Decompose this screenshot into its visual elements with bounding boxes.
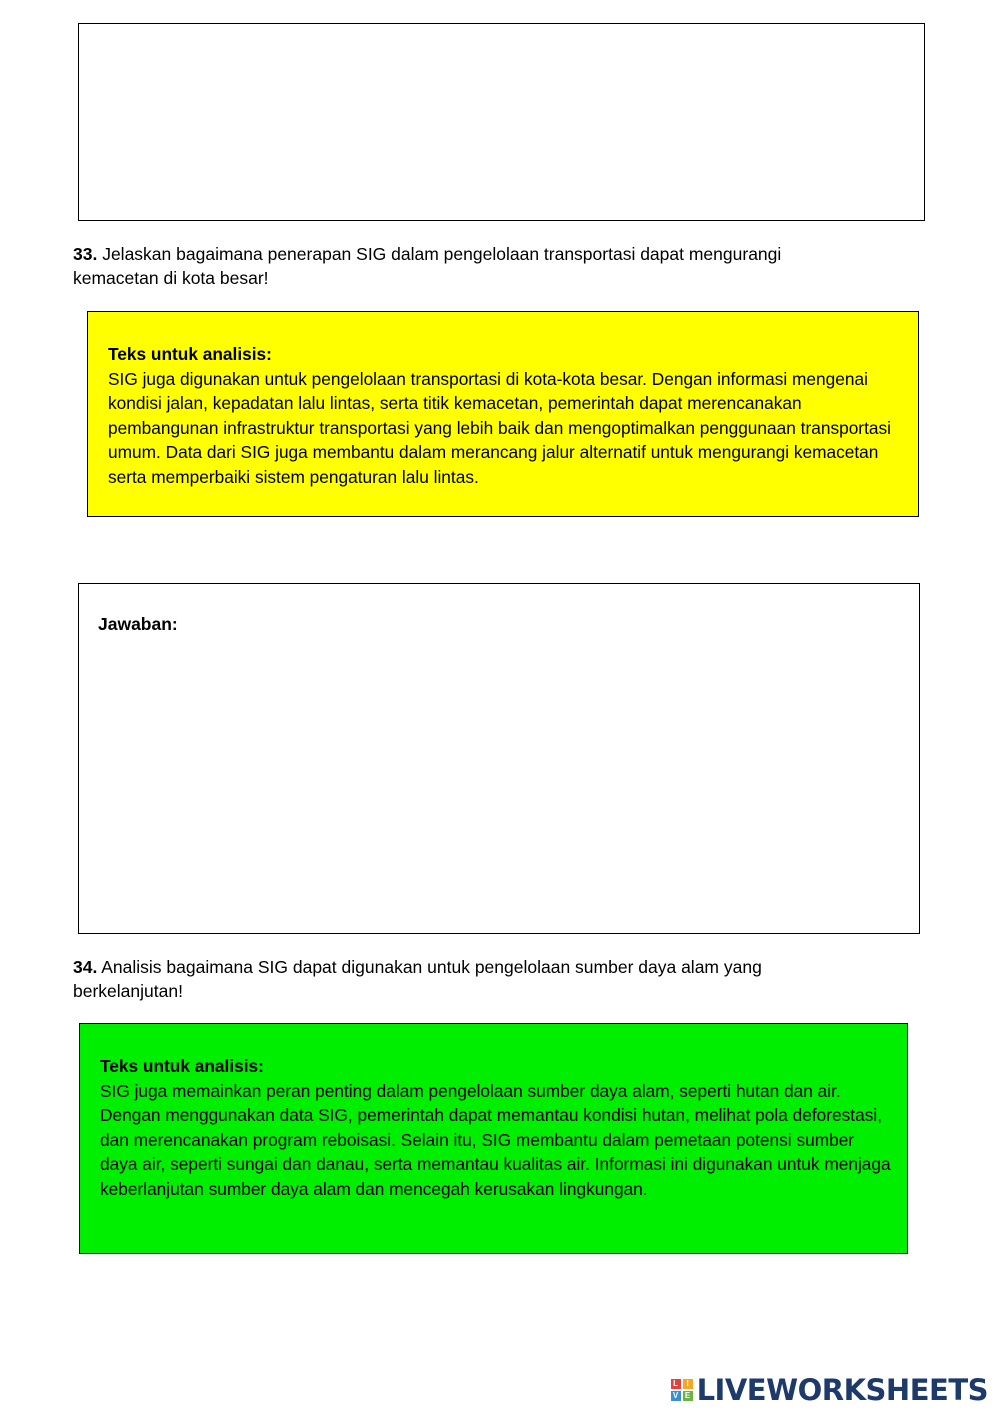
question-33-number: 33. <box>73 244 98 264</box>
logo-mark-e: E <box>683 1391 693 1401</box>
analysis-heading-34: Teks untuk analisis: <box>100 1056 264 1076</box>
question-34 <box>73 955 833 1003</box>
liveworksheets-logo <box>671 1372 988 1408</box>
logo-mark-i: I <box>683 1379 693 1389</box>
liveworksheets-logo-text: LIVEWORKSHEETS <box>696 1373 988 1407</box>
analysis-box-33 <box>87 311 919 517</box>
answer-input-33[interactable] <box>98 646 902 920</box>
liveworksheets-logo-icon <box>671 1379 693 1401</box>
answer-input-previous[interactable] <box>97 38 906 208</box>
analysis-box-34 <box>79 1023 908 1254</box>
analysis-heading-33: Teks untuk analisis: <box>108 344 272 364</box>
answer-box-previous <box>78 23 925 221</box>
logo-mark-v: V <box>671 1391 681 1401</box>
question-34-number: 34. <box>73 957 98 977</box>
analysis-text-33: SIG juga digunakan untuk pengelolaan transportasi di kota-kota besar. Dengan informasi mengenai kondisi jalan, kepadatan lalu lintas, serta titik kemacetan, pemerintah dapat merencanakan pembangunan infrastruktur transportasi yang lebih baik dan mengoptimalkan penggunaan transportasi umum. Data dari SIG juga membantu dalam merancang jalur alternatif untuk mengurangi kemacetan serta memperbaiki sistem pengaturan lalu lintas. <box>108 368 891 487</box>
answer-box-33 <box>78 583 920 934</box>
answer-label-33: Jawaban: <box>98 614 178 634</box>
question-34-text: Analisis bagaimana SIG dapat digunakan untuk pengelolaan sumber daya alam yang berkelanjutan! <box>73 957 762 1001</box>
analysis-text-34: SIG juga memainkan peran penting dalam pengelolaan sumber daya alam, seperti hutan dan air. Dengan menggunakan data SIG, pemerintah dapat memantau kondisi hutan, melihat pola deforestasi, dan merencanakan program reboisasi. Selain itu, SIG membantu dalam pemetaan potensi sumber daya air, seperti sungai dan danau, serta memantau kualitas air. Informasi ini digunakan untuk menjaga keberlanjutan sumber daya alam dan mencegah kerusakan lingkungan. <box>100 1080 891 1199</box>
logo-mark-l: L <box>671 1379 681 1389</box>
question-33 <box>73 242 833 290</box>
question-33-text: Jelaskan bagaimana penerapan SIG dalam pengelolaan transportasi dapat mengurangi kemacetan di kota besar! <box>73 244 782 288</box>
